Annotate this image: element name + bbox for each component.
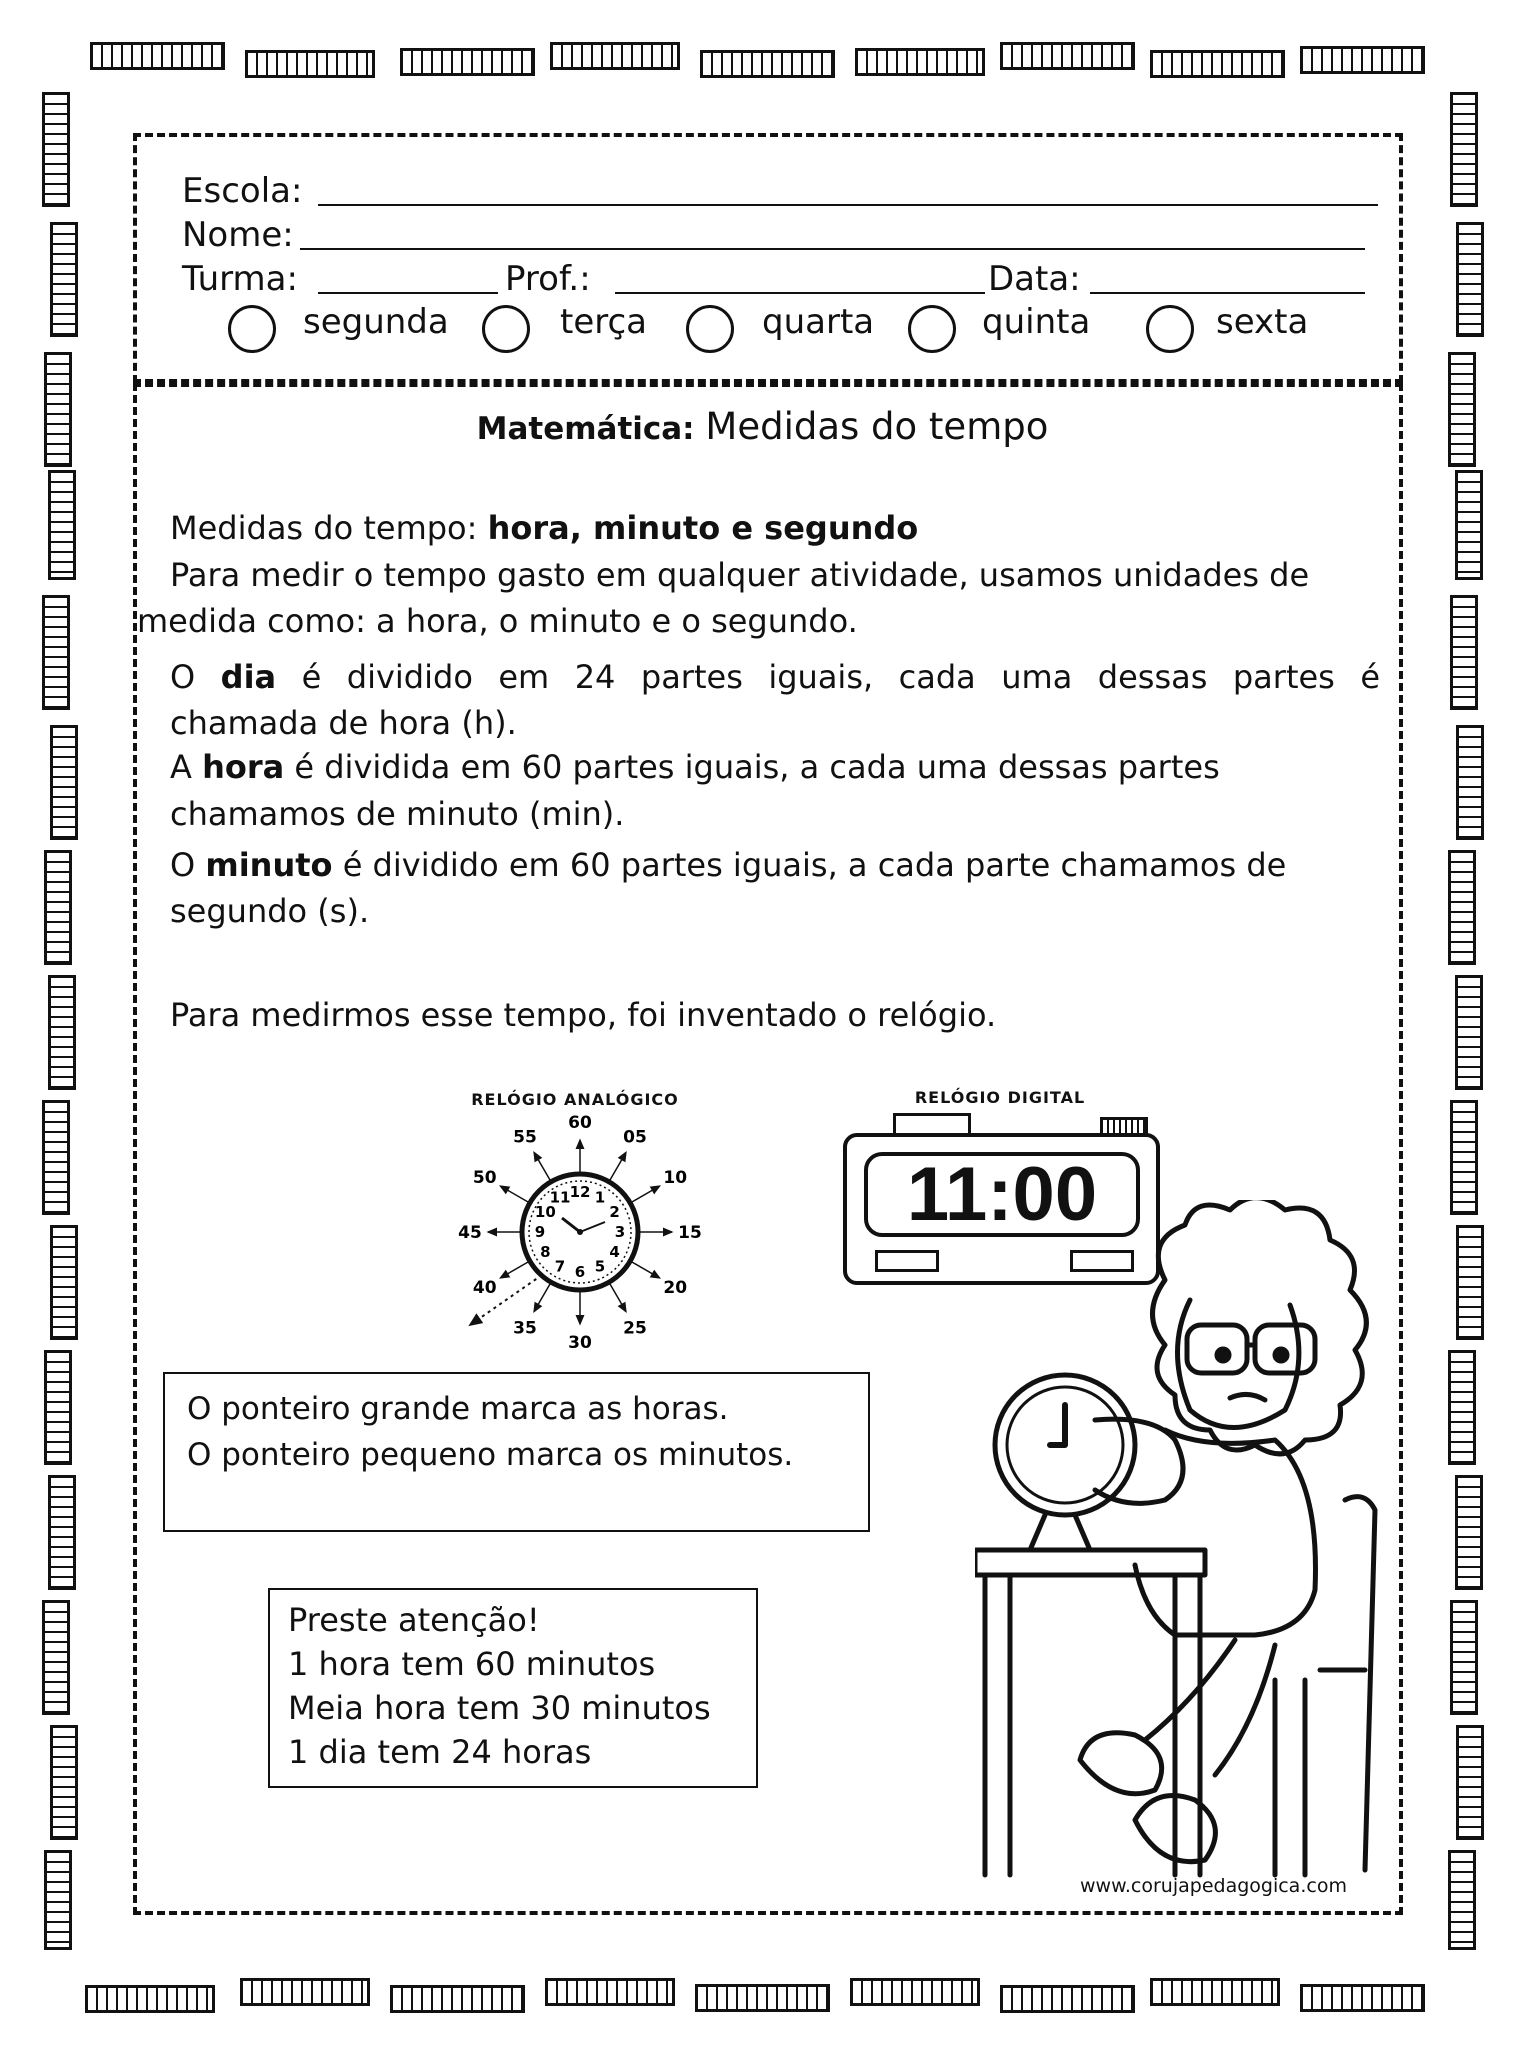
ruler [50, 1725, 78, 1840]
arm [1095, 1419, 1183, 1503]
minute-label: 10 [663, 1168, 688, 1188]
ruler [1455, 975, 1483, 1090]
ruler [1455, 1475, 1483, 1590]
ruler [1300, 46, 1425, 74]
ruler [50, 725, 78, 840]
intro-bold: hora, minuto e segundo [487, 509, 919, 547]
ruler [1455, 470, 1483, 580]
min-post: é dividido em 60 partes iguais, a cada parte chamamos de [332, 846, 1287, 884]
hora-bold: hora [202, 748, 285, 786]
ruler [550, 42, 680, 70]
min-line2: segundo (s). [170, 892, 370, 930]
ruler [48, 1475, 76, 1590]
ruler [545, 1978, 675, 2006]
held-clock-hands [1050, 1405, 1065, 1445]
minute-label: 40 [472, 1278, 497, 1298]
analog-caption: RELÓGIO ANALÓGICO [471, 1090, 679, 1109]
ruler [1450, 1600, 1478, 1715]
ruler [44, 850, 72, 965]
attention-box [268, 1588, 758, 1788]
hour-numeral: 10 [534, 1203, 556, 1221]
ruler [42, 1100, 70, 1215]
chair [1275, 1497, 1375, 1875]
hora-pre: A [170, 748, 203, 786]
hora-line2: chamamos de minuto (min). [170, 795, 625, 833]
minute-label: 20 [663, 1278, 688, 1298]
intro-line [170, 505, 918, 551]
day-circle-segunda[interactable] [228, 305, 276, 353]
ruler [240, 1978, 370, 2006]
ruler [1450, 595, 1478, 710]
face [1178, 1300, 1299, 1428]
escola-label: Escola: [182, 171, 303, 211]
minute-arrow [632, 1186, 660, 1202]
hour-numeral: 2 [609, 1203, 620, 1221]
ruler [50, 222, 78, 337]
min-line [170, 842, 1286, 888]
hour-numeral: 1 [594, 1188, 606, 1207]
prof-label: Prof.: [505, 259, 591, 299]
ruler [1456, 1725, 1484, 1840]
hour-numeral: 4 [609, 1243, 620, 1261]
ruler [42, 595, 70, 710]
ruler [1000, 42, 1135, 70]
body [1135, 1430, 1316, 1635]
hour-numeral: 8 [540, 1243, 551, 1261]
legs [1145, 1640, 1275, 1775]
minute-label: 50 [472, 1168, 497, 1188]
ruler [245, 50, 375, 78]
day-label-quinta: quinta [982, 302, 1091, 342]
day-label-sexta: sexta [1216, 302, 1309, 342]
minute-label: 45 [458, 1223, 482, 1243]
minute-label: 05 [623, 1127, 647, 1148]
attention-line: 1 hora tem 60 minutos [288, 1645, 656, 1683]
minute-arrow [500, 1186, 528, 1202]
digital-caption: RELÓGIO DIGITAL [914, 1088, 1086, 1107]
digital-display: 11:00 [864, 1152, 1140, 1237]
day-circle-quarta[interactable] [686, 305, 734, 353]
minute-label: 30 [568, 1333, 592, 1353]
held-clock-stand [1030, 1515, 1090, 1550]
minute-arrow [500, 1262, 528, 1278]
ruler [85, 1985, 215, 2013]
minute-arrow [610, 1152, 626, 1180]
ruler [44, 1850, 72, 1950]
ruler [400, 48, 535, 76]
dia-line [170, 654, 1380, 700]
ruler [695, 1984, 830, 2012]
ruler [850, 1978, 980, 2006]
dia-pre: O [170, 658, 221, 696]
ruler [90, 42, 225, 70]
pointer-info-box [163, 1372, 870, 1532]
ruler [42, 92, 70, 207]
minute-arrow [610, 1284, 626, 1312]
intro-text: Medidas do tempo: [170, 509, 488, 547]
pointer-line: O ponteiro grande marca as horas. [187, 1391, 729, 1427]
min-pre: O [170, 846, 206, 884]
escola-field[interactable] [318, 204, 1378, 206]
para-line: medida como: a hora, o minuto e o segundo. [137, 602, 858, 640]
day-label-segunda: segunda [303, 302, 449, 342]
mouth [1230, 1394, 1265, 1400]
ruler [1448, 850, 1476, 965]
hour-numeral: 9 [534, 1223, 546, 1241]
attention-line: Meia hora tem 30 minutos [288, 1689, 711, 1727]
data-field[interactable] [1090, 292, 1365, 294]
day-circle-terca[interactable] [482, 305, 530, 353]
hour-numeral: 11 [549, 1188, 571, 1207]
hora-line [170, 744, 1220, 790]
ruler [1150, 50, 1285, 78]
hour-numeral: 5 [594, 1257, 606, 1276]
hour-numeral: 12 [569, 1183, 591, 1201]
ruler [700, 50, 835, 78]
closing-line: Para medirmos esse tempo, foi inventado o relógio. [170, 996, 997, 1034]
analog-clock [430, 1110, 730, 1370]
shoe [1080, 1733, 1162, 1794]
minute-label: 35 [513, 1318, 537, 1339]
minute-arrow [534, 1284, 550, 1312]
day-label-terca: terça [560, 302, 648, 342]
page-title [0, 405, 1525, 451]
ruler [1456, 222, 1484, 337]
day-circle-sexta[interactable] [1146, 305, 1194, 353]
ruler [48, 470, 76, 580]
min-bold: minuto [205, 846, 333, 884]
ruler [1450, 1100, 1478, 1215]
dia-line2: chamada de hora (h). [170, 704, 517, 742]
prof-field[interactable] [615, 292, 985, 294]
day-label-quarta: quarta [762, 302, 875, 342]
subject-label: Matemática: [476, 411, 695, 447]
day-circle-quinta[interactable] [908, 305, 956, 353]
turma-label: Turma: [182, 259, 298, 299]
ruler [1450, 92, 1478, 207]
ruler [44, 1350, 72, 1465]
para-line: Para medir o tempo gasto em qualquer atividade, usamos unidades de [170, 556, 1310, 594]
hour-numeral: 3 [614, 1223, 626, 1241]
ruler [390, 1985, 525, 2013]
ruler [48, 975, 76, 1090]
ruler [1000, 1985, 1135, 2013]
footer-url: www.corujapedagogica.com [1080, 1875, 1347, 1897]
dia-bold: dia [220, 658, 277, 696]
clock-foot-slot [875, 1250, 939, 1272]
pointer-line: O ponteiro pequeno marca os minutos. [187, 1437, 794, 1473]
topic-label: Medidas do tempo [705, 405, 1049, 448]
eye [1217, 1349, 1229, 1361]
attention-line: 1 dia tem 24 horas [288, 1733, 592, 1771]
ruler [1456, 1225, 1484, 1340]
dia-post: é dividido em 24 partes iguais, cada uma dessas partes é [276, 658, 1381, 696]
minute-label: 55 [513, 1127, 537, 1148]
minute-label: 25 [623, 1318, 647, 1339]
ruler [1150, 1978, 1280, 2006]
data-label: Data: [988, 259, 1081, 299]
minute-arrow [534, 1152, 550, 1180]
child-at-desk-illustration [975, 1200, 1415, 1880]
minute-label: 60 [568, 1113, 592, 1133]
ruler [42, 1600, 70, 1715]
minute-arrow [632, 1262, 660, 1278]
ruler [1300, 1984, 1425, 2012]
clock-center [577, 1229, 583, 1235]
hour-numeral: 6 [574, 1263, 586, 1281]
turma-field[interactable] [318, 292, 498, 294]
nome-label: Nome: [182, 215, 294, 255]
hora-post: é dividida em 60 partes iguais, a cada uma dessas partes [284, 748, 1220, 786]
attention-title: Preste atenção! [288, 1601, 540, 1639]
ruler [855, 48, 985, 76]
minute-label: 15 [678, 1223, 702, 1243]
desk-top [975, 1550, 1205, 1575]
ruler [50, 1225, 78, 1340]
ruler [1456, 725, 1484, 840]
desk-legs [985, 1575, 1200, 1875]
ruler [1448, 1350, 1476, 1465]
header-box [133, 133, 1403, 383]
eye [1275, 1349, 1287, 1361]
hour-numeral: 7 [554, 1257, 566, 1276]
nome-field[interactable] [300, 248, 1365, 250]
ruler [1448, 1850, 1476, 1950]
